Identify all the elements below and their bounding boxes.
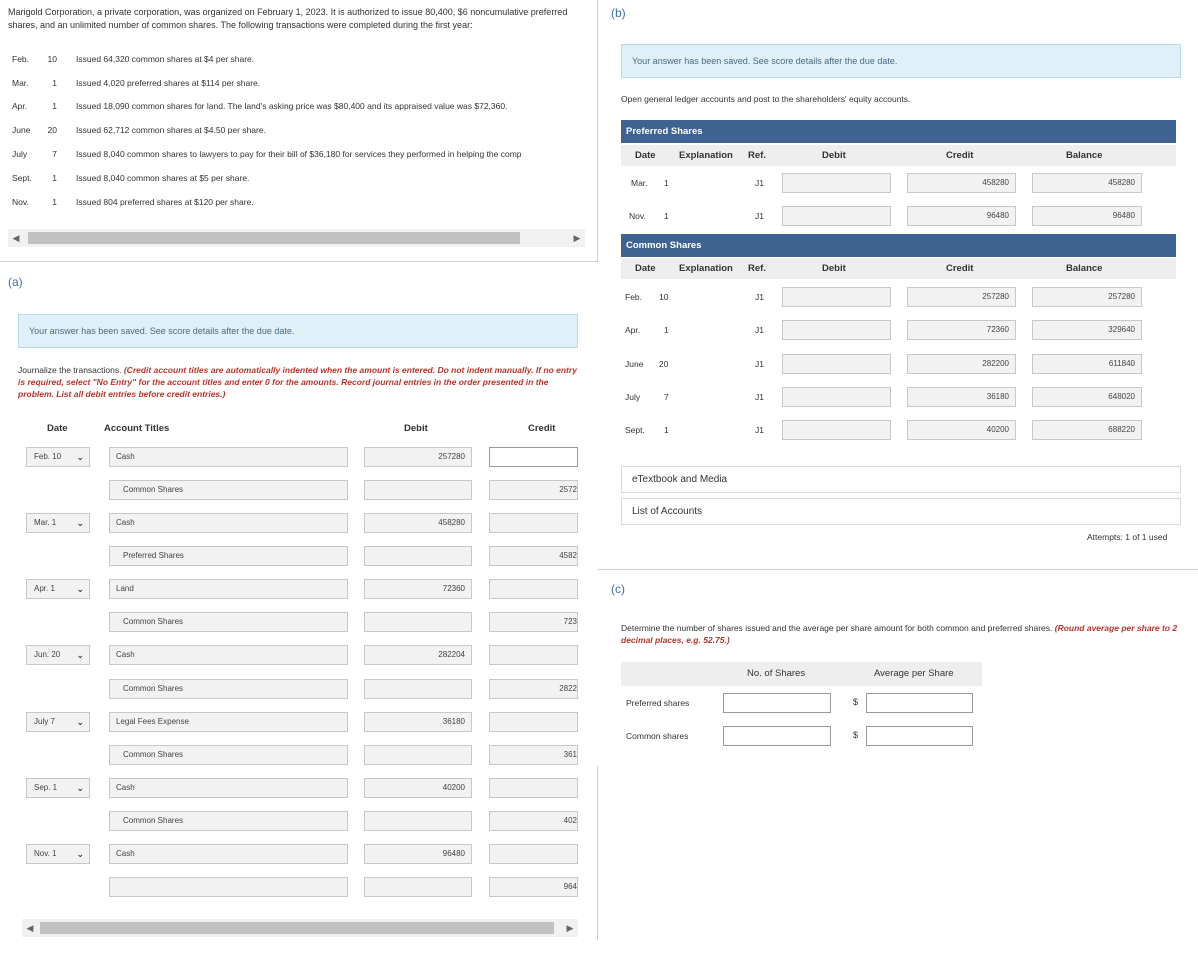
credit-field[interactable] [489, 513, 578, 533]
ledger-head-debit: Debit [822, 150, 846, 161]
preferred-shares-count-input[interactable] [723, 693, 831, 713]
instruction-text: Journalize the transactions. [18, 365, 124, 375]
ledger-balance-field[interactable]: 257280 [1032, 287, 1142, 307]
part-c-row-preferred [621, 691, 982, 715]
ledger-month: Feb. [625, 292, 643, 302]
date-select[interactable] [26, 645, 90, 665]
part-c-header [621, 662, 982, 686]
transaction-description: Issued 804 preferred shares at $120 per share. [76, 197, 254, 207]
transactions-list [0, 0, 595, 220]
account-title-field[interactable]: Preferred Shares [109, 546, 348, 566]
ledger-month: July [625, 392, 641, 402]
preferred-avg-per-share-input[interactable] [866, 693, 973, 713]
ledger-head-ref: Ref. [748, 263, 766, 274]
account-title-field[interactable]: Common Shares [109, 480, 348, 500]
ledger-credit-field[interactable]: 36180 [907, 387, 1016, 407]
ledger-debit-field[interactable] [782, 287, 891, 307]
chevron-down-icon: ⌄ [76, 452, 84, 462]
ledger-credit-field[interactable]: 96480 [907, 206, 1016, 226]
part-c-row-common [621, 724, 982, 748]
ledger-debit-field[interactable] [782, 420, 891, 440]
ledger-day: 1 [664, 178, 669, 188]
problem-intro: Marigold Corporation, a private corporation, was organized on February 1, 2023. It is authorized to issue 80,400, $6 noncumulative preferred shares, and an unlimited number of common shares. The following transactions were completed during the first year: [8, 7, 568, 30]
ledger-row [621, 172, 1181, 196]
row-label: Preferred shares [626, 698, 690, 708]
scroll-right-icon[interactable]: ▶ [566, 923, 574, 933]
part-c-label: (c) [611, 582, 625, 596]
part-a-saved-notice: Your answer has been saved. See score details after the due date. [18, 314, 578, 348]
preferred-ledger-title: Preferred Shares [621, 120, 1176, 143]
transaction-day: 20 [47, 125, 57, 135]
credit-field[interactable] [489, 712, 578, 732]
ledger-head-explanation: Explanation [679, 150, 733, 161]
credit-field[interactable]: 4582 [489, 546, 578, 566]
ledger-credit-field[interactable]: 72360 [907, 320, 1016, 340]
transaction-description: Issued 8,040 common shares to lawyers to pay for their bill of $36,180 for services they performed in helping the comp [76, 149, 522, 159]
ledger-row [621, 205, 1181, 229]
ledger-balance-field[interactable]: 458280 [1032, 173, 1142, 193]
ledger-balance-field[interactable]: 648020 [1032, 387, 1142, 407]
ledger-head-debit: Debit [822, 263, 846, 274]
ledger-row [621, 419, 1181, 443]
row-label: Common shares [626, 731, 689, 741]
account-title-field[interactable]: Land [109, 579, 348, 599]
common-avg-per-share-input[interactable] [866, 726, 973, 746]
date-select[interactable] [26, 447, 90, 467]
ledger-head-explanation: Explanation [679, 263, 733, 274]
debit-field[interactable] [364, 811, 472, 831]
scroll-left-icon[interactable]: ◀ [26, 923, 34, 933]
scroll-left-icon[interactable]: ◀ [12, 233, 20, 243]
debit-field[interactable]: 36180 [364, 712, 472, 732]
date-select[interactable] [26, 778, 90, 798]
transaction-month: June [12, 125, 31, 135]
col-head-account: Account Titles [104, 423, 170, 434]
credit-field[interactable]: 964 [489, 877, 578, 897]
ledger-day: 1 [664, 325, 669, 335]
transaction-description: Issued 4,020 preferred shares at $114 per share. [76, 78, 261, 88]
instruction-emphasis: (Credit account titles are automatically indented when the amount is entered. Do not indent manually. If no entry is required, select "No Entry" for the account titles and enter 0 for the amounts. Record journal entries in the order presented in the problem. List all debit entries before credit entries.) [18, 365, 577, 399]
transaction-month: July [12, 149, 28, 159]
ledger-month: Nov. [629, 211, 646, 221]
debit-field[interactable]: 96480 [364, 844, 472, 864]
ledger-head-credit: Credit [946, 263, 974, 274]
chevron-down-icon: ⌄ [76, 783, 84, 793]
credit-field[interactable]: 2572 [489, 480, 578, 500]
ledger-ref: J1 [755, 325, 764, 335]
ledger-credit-field[interactable]: 257280 [907, 287, 1016, 307]
account-title-field[interactable]: Cash [109, 645, 348, 665]
part-c-instructions [621, 622, 1183, 646]
account-title-field[interactable]: Cash [109, 778, 348, 798]
currency-symbol: $ [853, 697, 859, 707]
ledger-day: 20 [659, 359, 669, 369]
debit-field[interactable] [364, 612, 472, 632]
ledger-ref: J1 [755, 392, 764, 402]
account-title-field[interactable]: Cash [109, 513, 348, 533]
common-ledger-header [621, 258, 1176, 279]
ledger-debit-field[interactable] [782, 173, 891, 193]
chevron-down-icon: ⌄ [76, 650, 84, 660]
date-select-value: Mar. 1 [34, 518, 57, 527]
date-select-value: July 7 [34, 717, 55, 726]
transaction-month: Sept. [12, 173, 32, 183]
ledger-day: 1 [664, 211, 669, 221]
part-b-saved-notice: Your answer has been saved. See score details after the due date. [621, 44, 1181, 78]
ledger-head-credit: Credit [946, 150, 974, 161]
debit-field[interactable]: 72360 [364, 579, 472, 599]
transaction-description: Issued 62,712 common shares at $4.50 per share. [76, 125, 266, 135]
transaction-month: Mar. [12, 78, 29, 88]
debit-field[interactable] [364, 546, 472, 566]
col-head-shares: No. of Shares [747, 668, 806, 679]
part-a-instructions [18, 364, 578, 400]
ledger-ref: J1 [755, 359, 764, 369]
ledger-month: Apr. [625, 325, 641, 335]
credit-field[interactable] [489, 645, 578, 665]
scroll-thumb[interactable] [40, 922, 554, 934]
transaction-day: 1 [52, 101, 57, 111]
part-a-label: (a) [8, 275, 23, 289]
column-divider [597, 0, 598, 262]
ledger-head-date: Date [635, 263, 656, 274]
transaction-day: 1 [52, 78, 57, 88]
transaction-day: 10 [47, 54, 57, 64]
preferred-ledger-rows [621, 172, 1181, 232]
transaction-day: 7 [52, 149, 57, 159]
section-divider [0, 261, 597, 262]
date-select[interactable] [26, 513, 90, 533]
col-head-avg: Average per Share [874, 668, 954, 679]
transaction-month: Apr. [12, 101, 28, 111]
ledger-head-balance: Balance [1066, 150, 1103, 161]
transaction-day: 1 [52, 173, 57, 183]
ledger-month: Sept. [625, 425, 645, 435]
currency-symbol: $ [853, 730, 859, 740]
ledger-ref: J1 [755, 211, 764, 221]
debit-field[interactable] [364, 745, 472, 765]
ledger-head-balance: Balance [1066, 263, 1103, 274]
attempts-counter: Attempts: 1 of 1 used [1087, 532, 1168, 542]
ledger-debit-field[interactable] [782, 320, 891, 340]
ledger-debit-field[interactable] [782, 206, 891, 226]
ledger-debit-field[interactable] [782, 354, 891, 374]
column-divider [597, 766, 598, 940]
date-select-value: Apr. 1 [34, 584, 55, 593]
transaction-day: 1 [52, 197, 57, 207]
instruction-emphasis: (Round average per share to 2 decimal places, e.g. 52.75.) [621, 623, 1178, 645]
account-title-field[interactable]: Common Shares [109, 745, 348, 765]
ledger-row [621, 386, 1181, 410]
section-divider [598, 569, 1198, 570]
ledger-head-ref: Ref. [748, 150, 766, 161]
ledger-credit-field[interactable]: 458280 [907, 173, 1016, 193]
col-head-credit: Credit [528, 423, 556, 434]
common-ledger-rows [621, 286, 1181, 446]
ledger-balance-field[interactable]: 688220 [1032, 420, 1142, 440]
credit-field[interactable] [489, 447, 578, 467]
ledger-ref: J1 [755, 425, 764, 435]
chevron-down-icon: ⌄ [76, 518, 84, 528]
debit-field[interactable] [364, 877, 472, 897]
transaction-description: Issued 8,040 common shares at $5 per share. [76, 173, 250, 183]
problem-horizontal-scrollbar[interactable] [8, 229, 585, 247]
col-head-date: Date [47, 423, 68, 434]
date-select[interactable] [26, 844, 90, 864]
ledger-credit-field[interactable]: 282200 [907, 354, 1016, 374]
preferred-ledger-header [621, 145, 1176, 166]
ledger-ref: J1 [755, 178, 764, 188]
account-title-field[interactable]: Cash [109, 447, 348, 467]
journal-entries [0, 440, 597, 910]
ledger-balance-field[interactable]: 329640 [1032, 320, 1142, 340]
credit-field[interactable]: 361 [489, 745, 578, 765]
date-select-value: Jun. 20 [34, 650, 61, 659]
ledger-balance-field[interactable]: 96480 [1032, 206, 1142, 226]
debit-field[interactable]: 40200 [364, 778, 472, 798]
date-select[interactable] [26, 579, 90, 599]
date-select[interactable] [26, 712, 90, 732]
transaction-month: Nov. [12, 197, 29, 207]
part-b-instructions: Open general ledger accounts and post to the shareholders' equity accounts. [621, 94, 911, 104]
account-title-field[interactable]: Legal Fees Expense [109, 712, 348, 732]
date-select-value: Sep. 1 [34, 783, 58, 792]
ledger-row [621, 286, 1181, 310]
credit-field[interactable]: 723 [489, 612, 578, 632]
etextbook-link[interactable]: eTextbook and Media [621, 466, 1181, 493]
chevron-down-icon: ⌄ [76, 584, 84, 594]
account-title-field[interactable]: Common Shares [109, 612, 348, 632]
ledger-row [621, 319, 1181, 343]
ledger-balance-field[interactable]: 611840 [1032, 354, 1142, 374]
transaction-month: Feb. [12, 54, 30, 64]
transaction-description: Issued 64,320 common shares at $4 per share. [76, 54, 255, 64]
debit-field[interactable]: 257280 [364, 447, 472, 467]
common-ledger-title: Common Shares [621, 234, 1176, 257]
scroll-right-icon[interactable]: ▶ [573, 233, 581, 243]
credit-field[interactable]: 402 [489, 811, 578, 831]
col-head-debit: Debit [404, 423, 428, 434]
credit-field[interactable] [489, 579, 578, 599]
debit-field[interactable] [364, 480, 472, 500]
credit-field[interactable]: 2822 [489, 679, 578, 699]
instruction-text: Determine the number of shares issued and the average per share amount for both common and preferred shares. [621, 623, 1055, 633]
date-select-value: Nov. 1 [34, 849, 57, 858]
ledger-day: 1 [664, 425, 669, 435]
ledger-credit-field[interactable]: 40200 [907, 420, 1016, 440]
ledger-row [621, 353, 1181, 377]
account-title-field[interactable]: Common Shares [109, 679, 348, 699]
chevron-down-icon: ⌄ [76, 849, 84, 859]
debit-field[interactable] [364, 679, 472, 699]
credit-field[interactable] [489, 844, 578, 864]
account-title-field[interactable] [109, 877, 348, 897]
credit-field[interactable] [489, 778, 578, 798]
account-title-field[interactable]: Common Shares [109, 811, 348, 831]
transaction-description: Issued 18,090 common shares for land. The land's asking price was $80,400 and its appraised value was $72,360. [76, 101, 508, 111]
chevron-down-icon: ⌄ [76, 717, 84, 727]
ledger-ref: J1 [755, 292, 764, 302]
ledger-month: Mar. [631, 178, 648, 188]
account-title-field[interactable]: Cash [109, 844, 348, 864]
scroll-thumb[interactable] [28, 232, 520, 244]
debit-field[interactable]: 458280 [364, 513, 472, 533]
ledger-day: 10 [659, 292, 669, 302]
journal-horizontal-scrollbar[interactable] [22, 919, 578, 937]
date-select-value: Feb. 10 [34, 452, 62, 461]
ledger-debit-field[interactable] [782, 387, 891, 407]
debit-field[interactable]: 282204 [364, 645, 472, 665]
ledger-day: 7 [664, 392, 669, 402]
common-shares-count-input[interactable] [723, 726, 831, 746]
list-of-accounts-link[interactable]: List of Accounts [621, 498, 1181, 525]
ledger-month: June [625, 359, 644, 369]
part-b-label: (b) [611, 6, 626, 20]
ledger-head-date: Date [635, 150, 656, 161]
